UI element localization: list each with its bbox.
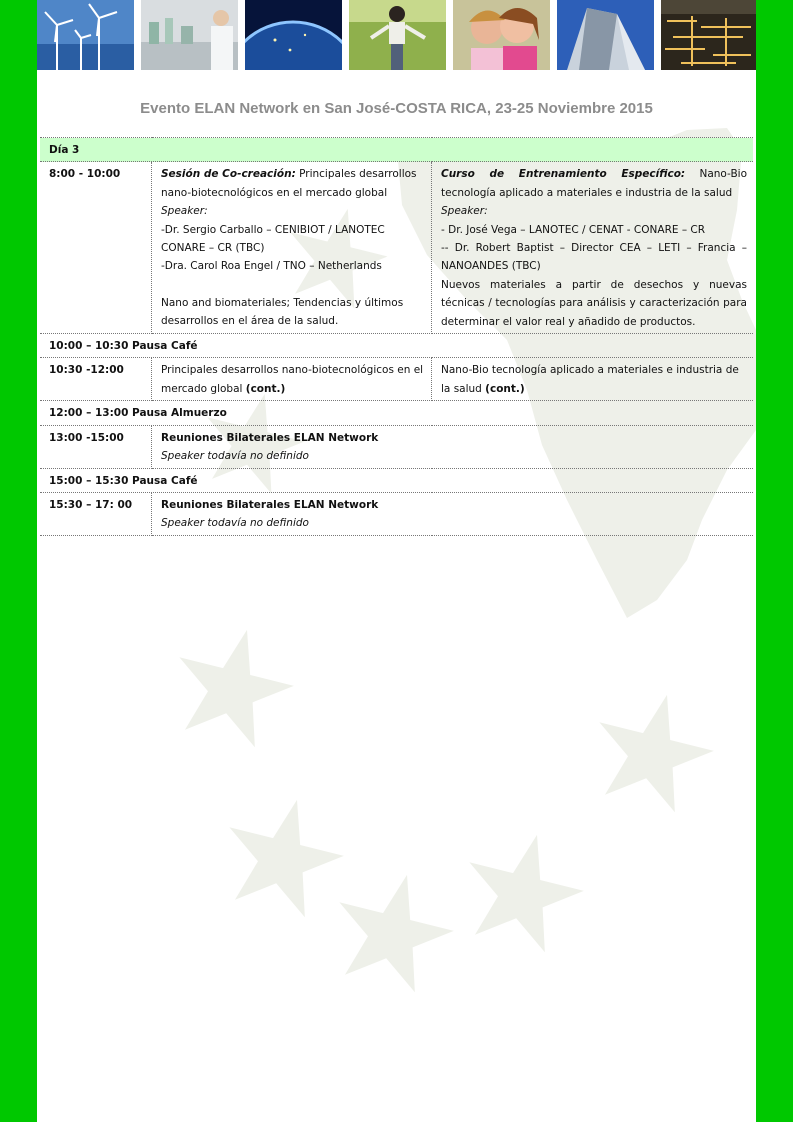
speaker-label: Speaker: xyxy=(441,205,488,218)
star-shape xyxy=(163,616,305,753)
speaker-label: Speaker: xyxy=(161,205,208,218)
session-cell xyxy=(152,358,432,401)
day-row xyxy=(40,138,753,162)
two-girls-photo xyxy=(453,0,550,70)
table-row xyxy=(40,425,753,468)
city-lights-photo xyxy=(661,0,756,70)
meeting-title: Reuniones Bilaterales ELAN Network xyxy=(161,431,379,444)
course-description: Nano-Bio tecnología aplicado a materiales e industria de la salud xyxy=(441,364,739,395)
continued-label: (cont.) xyxy=(485,382,525,395)
session-cell xyxy=(152,162,432,334)
spacer xyxy=(161,276,425,294)
course-heading: Curso de Entrenamiento Específico: xyxy=(441,168,686,181)
star-shape xyxy=(583,681,725,818)
meeting-speaker: Speaker todavía no definido xyxy=(161,517,309,530)
lunch-row xyxy=(40,401,753,425)
star-shape xyxy=(213,786,355,923)
break-label: 15:00 – 15:30 Pausa Café xyxy=(40,468,753,492)
speaker-name: -Dra. Carol Roa Engel / TNO – Netherlands xyxy=(161,260,382,273)
lunch-label: 12:00 – 13:00 Pausa Almuerzo xyxy=(40,401,753,425)
star-shape xyxy=(453,821,595,958)
star-shape xyxy=(323,861,465,998)
session-description: Principales desarrollos nano-biotecnológicos en el mercado global xyxy=(161,364,424,395)
meeting-cell xyxy=(152,492,754,535)
course-cell xyxy=(432,358,754,401)
event-title: Evento ELAN Network en San José-COSTA RICA, 23-25 Noviembre 2015 xyxy=(140,100,653,117)
break-row xyxy=(40,468,753,492)
time-cell: 10:30 -12:00 xyxy=(40,358,152,401)
meeting-cell xyxy=(152,425,754,468)
table-row xyxy=(40,358,753,401)
child-in-field-photo xyxy=(349,0,446,70)
table-row xyxy=(40,492,753,535)
table-row xyxy=(40,162,753,334)
session-note: Nano and biomateriales; Tendencias y últimos desarrollos en el área de la salud. xyxy=(161,296,404,328)
time-cell: 8:00 - 10:00 xyxy=(40,162,152,334)
meeting-title: Reuniones Bilaterales ELAN Network xyxy=(161,498,379,511)
course-description: Nano-Bio tecnología aplicado a materiales e industria de la salud xyxy=(441,168,748,199)
session-description: Principales desarrollos nano-biotecnológicos en el mercado global xyxy=(161,168,417,199)
course-cell xyxy=(432,162,754,334)
course-note: Nuevos materiales a partir de desechos y nuevas técnicas / tecnologías para análisis y caracterización para determinar el valor real y añadido de productos. xyxy=(441,278,747,328)
time-cell: 13:00 -15:00 xyxy=(40,425,152,468)
day-label: Día 3 xyxy=(40,138,753,162)
document-page xyxy=(37,0,756,1122)
speaker-name: -- Dr. Robert Baptist – Director CEA – LETI – Francia – NANOANDES (TBC) xyxy=(441,242,747,273)
time-cell: 15:30 – 17: 00 xyxy=(40,492,152,535)
laboratory-photo xyxy=(141,0,238,70)
schedule-table xyxy=(40,137,753,536)
session-heading: Sesión de Co-creación: xyxy=(161,168,296,181)
speaker-name: -Dr. Sergio Carballo – CENIBIOT / LANOTEC CONARE – CR (TBC) xyxy=(161,223,385,255)
break-label: 10:00 – 10:30 Pausa Café xyxy=(40,334,753,358)
continued-label: (cont.) xyxy=(245,382,286,395)
meeting-speaker: Speaker todavía no definido xyxy=(161,450,309,463)
break-row xyxy=(40,334,753,358)
header-photo-strip xyxy=(37,0,756,70)
earth-at-night-photo xyxy=(245,0,342,70)
speaker-name: - Dr. José Vega – LANOTEC / CENAT - CONARE – CR xyxy=(441,223,706,236)
modern-building-photo xyxy=(557,0,654,70)
wind-turbines-photo xyxy=(37,0,134,70)
